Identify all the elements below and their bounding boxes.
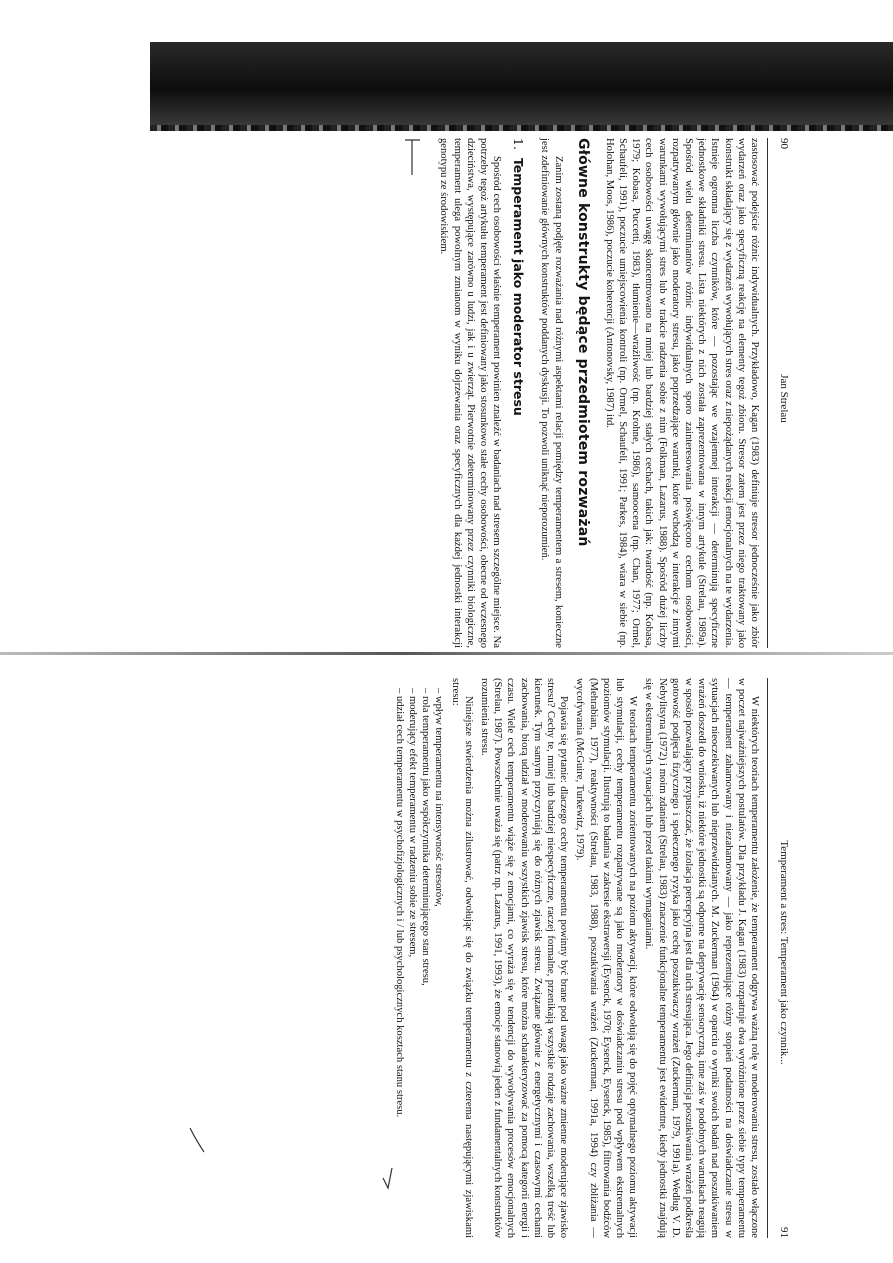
running-head-left — [767, 138, 790, 648]
paragraph: Zanim zostaną podjęte rozważania nad różnymi aspektami relacji pomiędzy temperamentem a stresem, konieczne jest zdefiniowanie głównych konstruktów poddanych dyskusji. To pozwoli uniknąć nieporozumień. — [539, 138, 564, 648]
paragraph: Pojawia się pytanie: dlaczego cechy temperamentu powinny być brane pod uwagę jako ważne zmienne moderujące zjawisko stresu? Cechy te, mniej lub bardziej niespecyficzne, raczej formalne, przenikają wszystkie rodzaje zachowania, wszelką treść lub kierunek. Tym samym przyczyniają się do różnych zjawisk stresu. Związane głównie z energetycznymi i czasowymi cechami zachowania, biorą udział w moderowaniu wszystkich zjawisk stresu, które można scharakteryzować za pomocą kategorii energii i czasu. Wiele cech temperamentu wiąże się z emocjami, co wyraża się w tendencji do wywoływania procesów emocjonalnych (Strelau, 1987). Powszechnie uważa się (patrz np. Lazarus, 1991, 1993), że emocje stanowią jeden z fundamentalnych konstruktów rozumienia stresu. — [478, 678, 570, 1238]
list-item: – moderujący efekt temperamentu w radzeniu sobie ze stresem, — [406, 688, 419, 1238]
page-number: 90 — [778, 138, 790, 149]
bullet-list — [393, 688, 446, 1238]
paragraph: Niniejsze stwierdzenia można zilustrować, odwołując się do związku temperamentu z czterema następującymi zjawiskami stresu: — [449, 678, 474, 1238]
list-item: – rola temperamentu jako współczynnika determinującego stan stresu, — [419, 688, 432, 1238]
scan-dark-edge — [150, 42, 893, 127]
paragraph: Spośród cech osobowości właśnie temperament powinien znaleźć w badaniach nad stresem szczególne miejsce. Na potrzeby tegoż artykułu temperament jest definiowany jako stosunkowo stałe cechy osobowości, obecne od wczesnego dzieciństwa, występujące zarówno u ludzi, jak i u zwierząt. Pierwotnie zdeterminowany przez czynniki biologiczne, temperament ulega powolnym zmianom w wyniku dojrzewania oraz specyficznych dla każdej jednostki interakcji genotypu ze środowiskiem. — [438, 138, 503, 648]
page-number: 91 — [778, 1226, 790, 1238]
paragraph: W niektórych teoriach temperamentu założenie, że temperament odgrywa ważną rolę w moderowaniu stresu, zostało włączone w poczet najważniejszych postulatów. Dla przykładu J. Kagan (1983) rozpatruje dwa wyróżnione przez siebie typy temperamentu — temperament zahamowany i niezahamowany — jako reprezentujące różny stopień podatności na doświadczanie stresu w sytuacjach nieoczekiwanych lub nieprzewidzianych. M. Zuckerman (1964) w oparciu o wyniki swoich badań nad poszukiwaniem wrażeń doszedł do wniosku, iż niektóre jednostki są odporne na deprywację sensoryczną, inne zaś w podobnych warunkach reagują w sposób pozwalający przypuszczać, że izolacja percepcyjna jest dla nich stresująca. Jego definicja poszukiwania wrażeń podkreśla gotowość podjęcia fizycznego i społecznego ryzyka jako cechę poszukiwaczy wrażeń (Zuckerman, 1979, 1991a). Według V. D. Nebylitsyna (1972) i moim zdaniem (Strelau, 1983) znaczenie funkcjonalne temperamentu jest ewidentne, kiedy jednostki znajdują się w ekstremalnych sytuacjach lub przed takimi wymaganiami. — [643, 678, 760, 1238]
running-head-title: Temperament a stres: Temperament jako czynnik... — [778, 840, 790, 1065]
running-head-right — [767, 678, 790, 1238]
paragraph: W teoriach temperamentu zorientowanych na poziom aktywacji, które odwołują się do pojęć optymalnego poziomu aktywacji lub stymulacji, cechy temperamentu rozpatrywane są jako moderatory w doświadczaniu stresu pod wpływem ekstremalnych poziomów stymulacji. Ilustrują to badania w zakresie ekstrawersji (Eysenck, 1970; Eysenck, Eysenck, 1985), filtrowania bodźców (Mehrabian, 1977), reaktywności (Strelau, 1983, 1988), poszukiwania wrażeń (Zuckerman, 1991a, 1994) czy zbliżania — wycofywania (McGuire, Turkewitz, 1979). — [574, 678, 639, 1238]
paragraph: zastosować podejście różnic indywidualnych. Przykładowo, Kagan (1983) definiuje stresor jednocześnie jako zbiór wydarzeń oraz jako specyficzną reakcję na elementy tegoż zbioru. Stresor zatem jest przez niego traktowany jako konstrukt składający się z wydarzeń wywołujących stres oraz z niepożądanych reakcji emocjonalnych na te wydarzenia. Istnieje ogromna liczba czynników, które — pozostając we wzajemnej interakcji — determinują specyficzne jednostkowe składniki stresu. Lista niektórych z nich została zaprezentowana w innym artykule (Strelau, 1989a). Spośród wielu determinantów różnic indywidualnych sporo zainteresowania poświęcono cechom osobowości, rozpatrywanym głównie jako moderatory stresu, jako poprzedzające warunki, które wchodzą w interakcje z innymi warunkami wywołującymi stres lub w trakcie radzenia sobie z nim (Folkman, Lazarus, 1988). Spośród dużej liczby cech osobowości uwagę skoncentrowano na mniej lub bardziej stałych cechach, takich jak: twardość (np. Kobasa, 1979; Kobasa, Puccetti, 1983), tłumienie—wrażliwość (np. Krohne, 1986), samoocena (np. Chan, 1977; Ormel, Schaufeli, 1991), poczucie umiejscowienia kontroli (np. Ormel, Schaufeli, 1991; Parkes, 1984), wiara w siebie (np. Holohan, Moos, 1986), poczucie koherencji (Antonovsky, 1987) itd. — [603, 138, 760, 648]
page-91 — [90, 678, 790, 1238]
book-fold — [0, 652, 893, 655]
list-item: – wpływ temperamentu na intensywność stresorów, — [432, 688, 445, 1238]
running-head-title: Jan Strelau — [778, 374, 790, 423]
subsection-heading-text: Temperament jako moderator stresu — [511, 157, 527, 416]
page-90 — [90, 138, 790, 648]
section-heading — [575, 138, 591, 648]
list-item: – udział cech temperamentu w psychofizjologicznych i / lub psychologicznych kosztach stanu stresu. — [393, 688, 406, 1238]
section-heading-text: Główne konstrukty będące przedmiotem rozważań — [574, 138, 591, 547]
subsection-heading — [511, 138, 526, 648]
subsection-number: 1. — [511, 138, 527, 150]
